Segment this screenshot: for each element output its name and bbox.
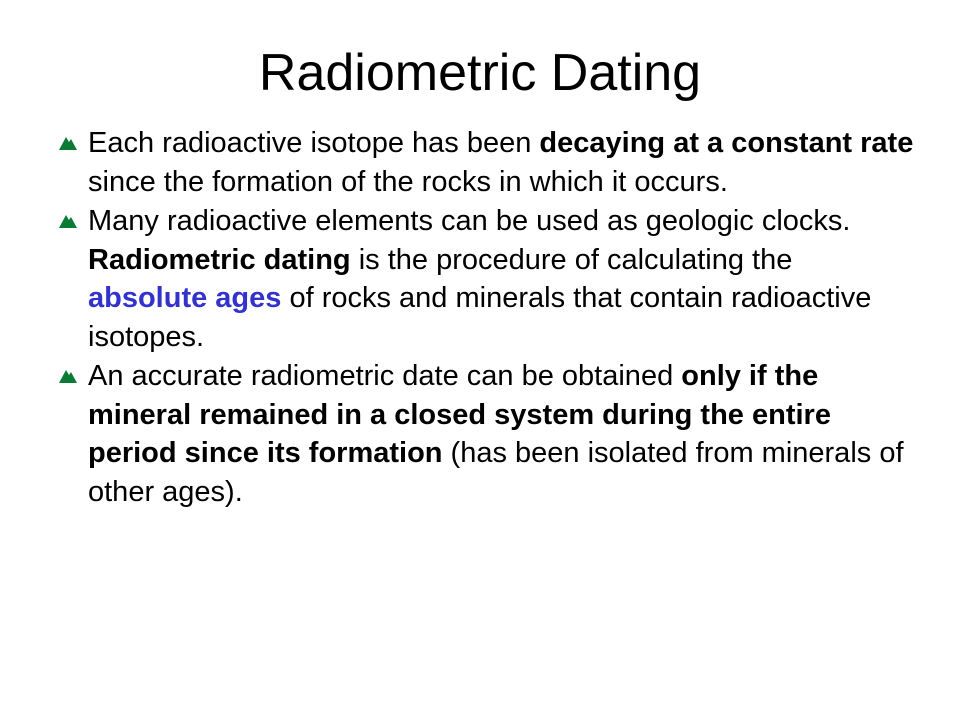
bullet-segment-bold: Radiometric dating (88, 243, 351, 276)
bullet-text (88, 360, 904, 508)
bullet-segment-accent: absolute ages (88, 282, 282, 314)
bullet-text (88, 205, 871, 353)
mountain-icon (58, 368, 78, 384)
bullet-text (88, 127, 913, 198)
mountain-icon (58, 135, 78, 151)
slide-title: Radiometric Dating (258, 44, 702, 102)
bullet-segment: of rocks and minerals that contain radioactive isotopes. (88, 282, 872, 353)
bullet-segment: since the formation of the rocks in which it occurs. (88, 165, 728, 198)
bullet-segment-bold: only if the mineral remained in a closed system during the entire period since its formation (88, 360, 831, 469)
bullet-segment: (has been isolated from minerals of other ages). (88, 437, 904, 508)
bullet-item (58, 124, 918, 201)
bullet-segment: An accurate radiometric date can be obtained (88, 360, 682, 392)
bullet-item (58, 357, 918, 511)
bullet-segment: Each radioactive isotope has been (88, 127, 540, 159)
mountain-icon (58, 213, 78, 229)
bullet-item (58, 202, 918, 356)
bullet-segment: Many radioactive elements can be used as geologic clocks. (88, 205, 851, 237)
bullet-segment: is the procedure of calculating the (350, 243, 793, 276)
bullet-list (58, 124, 918, 512)
bullet-segment-bold: decaying at a constant rate (539, 127, 914, 159)
